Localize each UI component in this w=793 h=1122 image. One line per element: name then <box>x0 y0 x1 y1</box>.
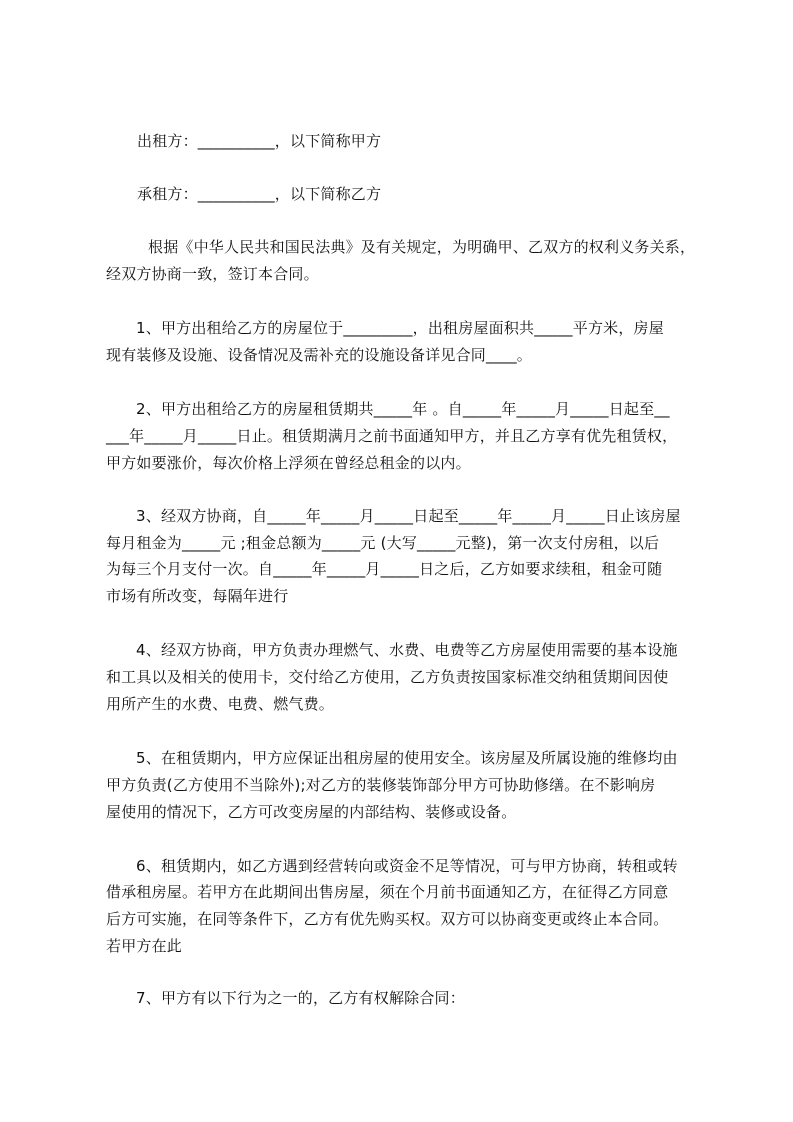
clause5-line-1: 5、在租赁期内，甲方应保证出租房屋的使用安全。该房屋及所属设施的维修均由 <box>136 749 678 767</box>
clause6-line-1: 6、租赁期内，如乙方遇到经营转向或资金不足等情况，可与甲方协商，转租或转 <box>136 857 678 875</box>
clause7-line: 7、甲方有以下行为之一的，乙方有权解除合同： <box>136 989 465 1007</box>
clause3-line-1: 3、经双方协商，自_____年_____月_____日起至_____年_____月_____日止该房屋 <box>136 507 681 525</box>
clause6-line-2: 借承租房屋。若甲方在此期间出售房屋，须在个月前书面通知乙方，在征得乙方同意 <box>106 883 669 901</box>
clause6-line-4: 若甲方在此 <box>106 937 183 955</box>
clause6-line-3: 后方可实施，在同等条件下，乙方有优先购买权。双方可以协商变更或终止本合同。 <box>106 910 669 928</box>
clause3-line-4: 市场有所改变，每隔年进行 <box>106 587 289 605</box>
clause4-line-1: 4、经双方协商，甲方负责办理燃气、水费、电费等乙方房屋使用需要的基本设施 <box>136 641 678 659</box>
lessee-line: 承租方：__________，以下简称乙方 <box>137 185 382 203</box>
clause3-line-3: 为每三个月支付一次。自_____年_____月_____日之后，乙方如要求续租，租金可随 <box>106 560 663 578</box>
clause4-line-3: 用所产生的水费、电费、燃气费。 <box>106 695 335 713</box>
clause5-line-3: 屋使用的情况下，乙方可改变房屋的内部结构、装修或设备。 <box>106 803 517 821</box>
clause2-line-3: 甲方如要涨价，每次价格上浮须在曾经总租金的以内。 <box>106 454 471 472</box>
clause2-line-1: 2、甲方出租给乙方的房屋租赁期共_____年 。自_____年_____月_____日起至__ <box>136 400 670 418</box>
lessor-line: 出租方：__________，以下简称甲方 <box>137 132 382 150</box>
clause4-line-2: 和工具以及相关的使用卡，交付给乙方使用，乙方负责按国家标准交纳租赁期间因使 <box>106 668 669 686</box>
preamble-line-1: 根据《中华人民共和国民法典》及有关规定，为明确甲、乙双方的权利义务关系， <box>148 238 696 256</box>
clause2-line-2: ___年_____月_____日止。租赁期满月之前书面通知甲方，并且乙方享有优先租赁权， <box>106 427 678 445</box>
clause3-line-2: 每月租金为_____元 ;租金总额为_____元 (大写_____元整)，第一次支付房租，以后 <box>106 534 660 552</box>
clause5-line-2: 甲方负责(乙方使用不当除外);对乙方的装修装饰部分甲方可协助修缮。在不影响房 <box>106 776 656 794</box>
clause1-line-2: 现有装修及设施、设备情况及需补充的设施设备详见合同____。 <box>106 346 533 364</box>
preamble-line-2: 经双方协商一致，签订本合同。 <box>106 265 319 283</box>
clause1-line-1: 1、甲方出租给乙方的房屋位于_________，出租房屋面积共_____平方米，房屋 <box>136 319 664 337</box>
